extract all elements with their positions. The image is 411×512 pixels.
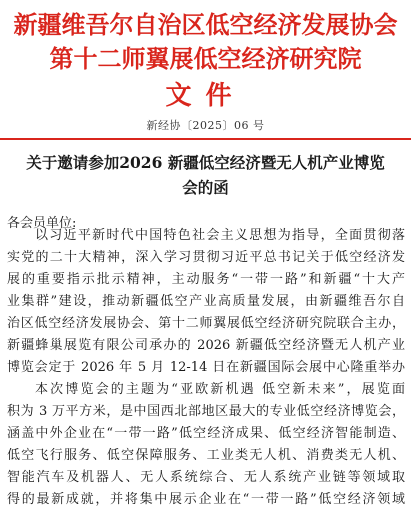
- body-line: 以习近平新时代中国特色社会主义思想为指导，全面贯彻落: [35, 228, 405, 243]
- body-line: 智能汽车及机器人、无人系统综合、无人系统产业链等领域取: [7, 470, 405, 485]
- salutation: 各会员单位:: [7, 216, 77, 231]
- body-line: 涵盖中外企业在“一带一路”低空经济成果、低空经济智能制造、: [7, 426, 405, 441]
- body-line: 展的重要指示批示精神，主动服务“一带一路”和新疆“十大产: [7, 272, 405, 287]
- document-title-line-1: 关于邀请参加2026 新疆低空经济暨无人机产业博览: [26, 153, 385, 172]
- body-line: 本次博览会的主题为“亚欧新机遇 低空新未来”，展览面: [35, 382, 405, 397]
- document-number: 新经协〔2025〕06 号: [146, 119, 265, 132]
- body-line: 得的最新成就，并将集中展示企业在“一带一路”低空经济领域: [7, 492, 405, 507]
- body-line: 积为 3 万平方米，是中国西北部地区最大的专业低空经济博览会，: [7, 404, 405, 419]
- issuer-name-2: 第十二师翼展低空经济研究院: [49, 44, 362, 73]
- body-line: 低空飞行服务、低空保障服务、工业类无人机、消费类无人机、: [7, 448, 405, 463]
- body-line: 新疆蜂巢展览有限公司承办的 2026 新疆低空经济暨无人机产业: [7, 338, 405, 353]
- body-line: 业集群”建设，推动新疆低空产业高质量发展，由新疆维吾尔自: [7, 294, 405, 309]
- document-title-line-2: 会的函: [182, 178, 229, 197]
- document-header-wenjian: 文件: [165, 81, 246, 111]
- body-line: 实党的二十大精神，深入学习贯彻习近平总书记关于低空经济发: [7, 250, 405, 265]
- body-line: 博览会定于 2026 年 5 月 12-14 日在新疆国际会展中心隆重举办: [7, 360, 405, 375]
- red-divider: [0, 138, 411, 140]
- issuer-name-1: 新疆维吾尔自治区低空经济发展协会: [13, 10, 398, 39]
- body-line: 治区低空经济发展协会、第十二师翼展低空经济研究院联合主办，: [7, 316, 405, 331]
